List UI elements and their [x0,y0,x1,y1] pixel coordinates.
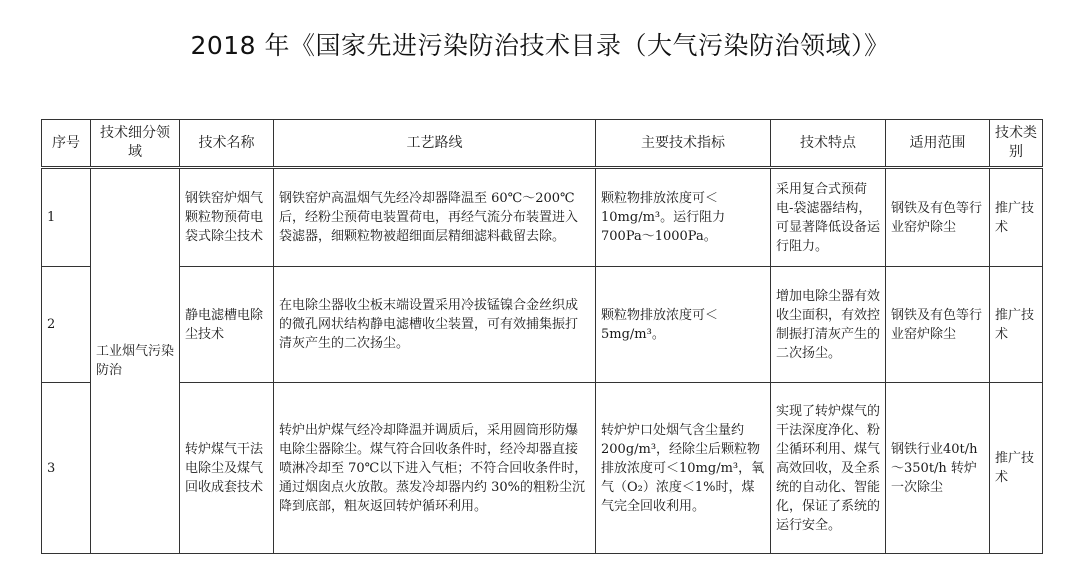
table-row [42,383,1043,554]
cell-scope: 钢铁及有色等行业窑炉除尘 [886,168,990,267]
cell-process: 转炉出炉煤气经冷却降温并调质后，采用圆筒形防爆电除尘器除尘。煤气符合回收条件时，经冷却器直接喷淋冷却至 70℃以下进入气柜；不符合回收条件时，通过烟囱点火放散。蒸发冷却器内约 30%的粗粉尘沉降到底部，粗灰返回转炉循环利用。 [274,383,596,554]
cell-name: 钢铁窑炉烟气颗粒物预荷电袋式除尘技术 [180,168,274,267]
cell-scope: 钢铁及有色等行业窑炉除尘 [886,267,990,383]
header-name: 技术名称 [180,120,274,168]
header-seq: 序号 [42,120,91,168]
cell-process: 在电除尘器收尘板末端设置采用冷拔锰镍合金丝织成的微孔网状结构静电滤槽收尘装置，可有效捕集振打清灰产生的二次扬尘。 [274,267,596,383]
cell-seq: 1 [42,168,91,267]
table-row [42,168,1043,267]
header-indicators: 主要技术指标 [596,120,771,168]
cell-category: 推广技术 [990,267,1043,383]
cell-indicators: 颗粒物排放浓度可＜10mg/m³。运行阻力700Pa～1000Pa。 [596,168,771,267]
technology-table [41,119,1043,554]
table-header-row [42,120,1043,168]
document-title: 2018 年《国家先进污染防治技术目录（大气污染防治领域）》 [190,31,890,60]
cell-seq: 3 [42,383,91,554]
table-row [42,267,1043,383]
cell-features: 实现了转炉煤气的干法深度净化、粉尘循环利用、煤气高效回收，及全系统的自动化、智能化，保证了系统的运行安全。 [771,383,886,554]
cell-domain: 工业烟气污染防治 [91,168,180,554]
header-scope: 适用范围 [886,120,990,168]
cell-category: 推广技术 [990,383,1043,554]
header-category: 技术类别 [990,120,1043,168]
header-features: 技术特点 [771,120,886,168]
cell-scope: 钢铁行业40t/h～350t/h 转炉一次除尘 [886,383,990,554]
header-domain: 技术细分领域 [91,120,180,168]
cell-process: 钢铁窑炉高温烟气先经冷却器降温至 60℃～200℃后，经粉尘预荷电装置荷电，再经气流分布装置进入袋滤器，细颗粒物被超细面层精细滤料截留去除。 [274,168,596,267]
cell-features: 采用复合式预荷电-袋滤器结构，可显著降低设备运行阻力。 [771,168,886,267]
cell-indicators: 转炉炉口处烟气含尘量约 200g/m³，经除尘后颗粒物排放浓度可＜10mg/m³，氧气（O₂）浓度＜1%时，煤气完全回收利用。 [596,383,771,554]
cell-category: 推广技术 [990,168,1043,267]
cell-seq: 2 [42,267,91,383]
header-process: 工艺路线 [274,120,596,168]
cell-indicators: 颗粒物排放浓度可＜5mg/m³。 [596,267,771,383]
cell-features: 增加电除尘器有效收尘面积，有效控制振打清灰产生的二次扬尘。 [771,267,886,383]
cell-name: 转炉煤气干法电除尘及煤气回收成套技术 [180,383,274,554]
cell-name: 静电滤槽电除尘技术 [180,267,274,383]
